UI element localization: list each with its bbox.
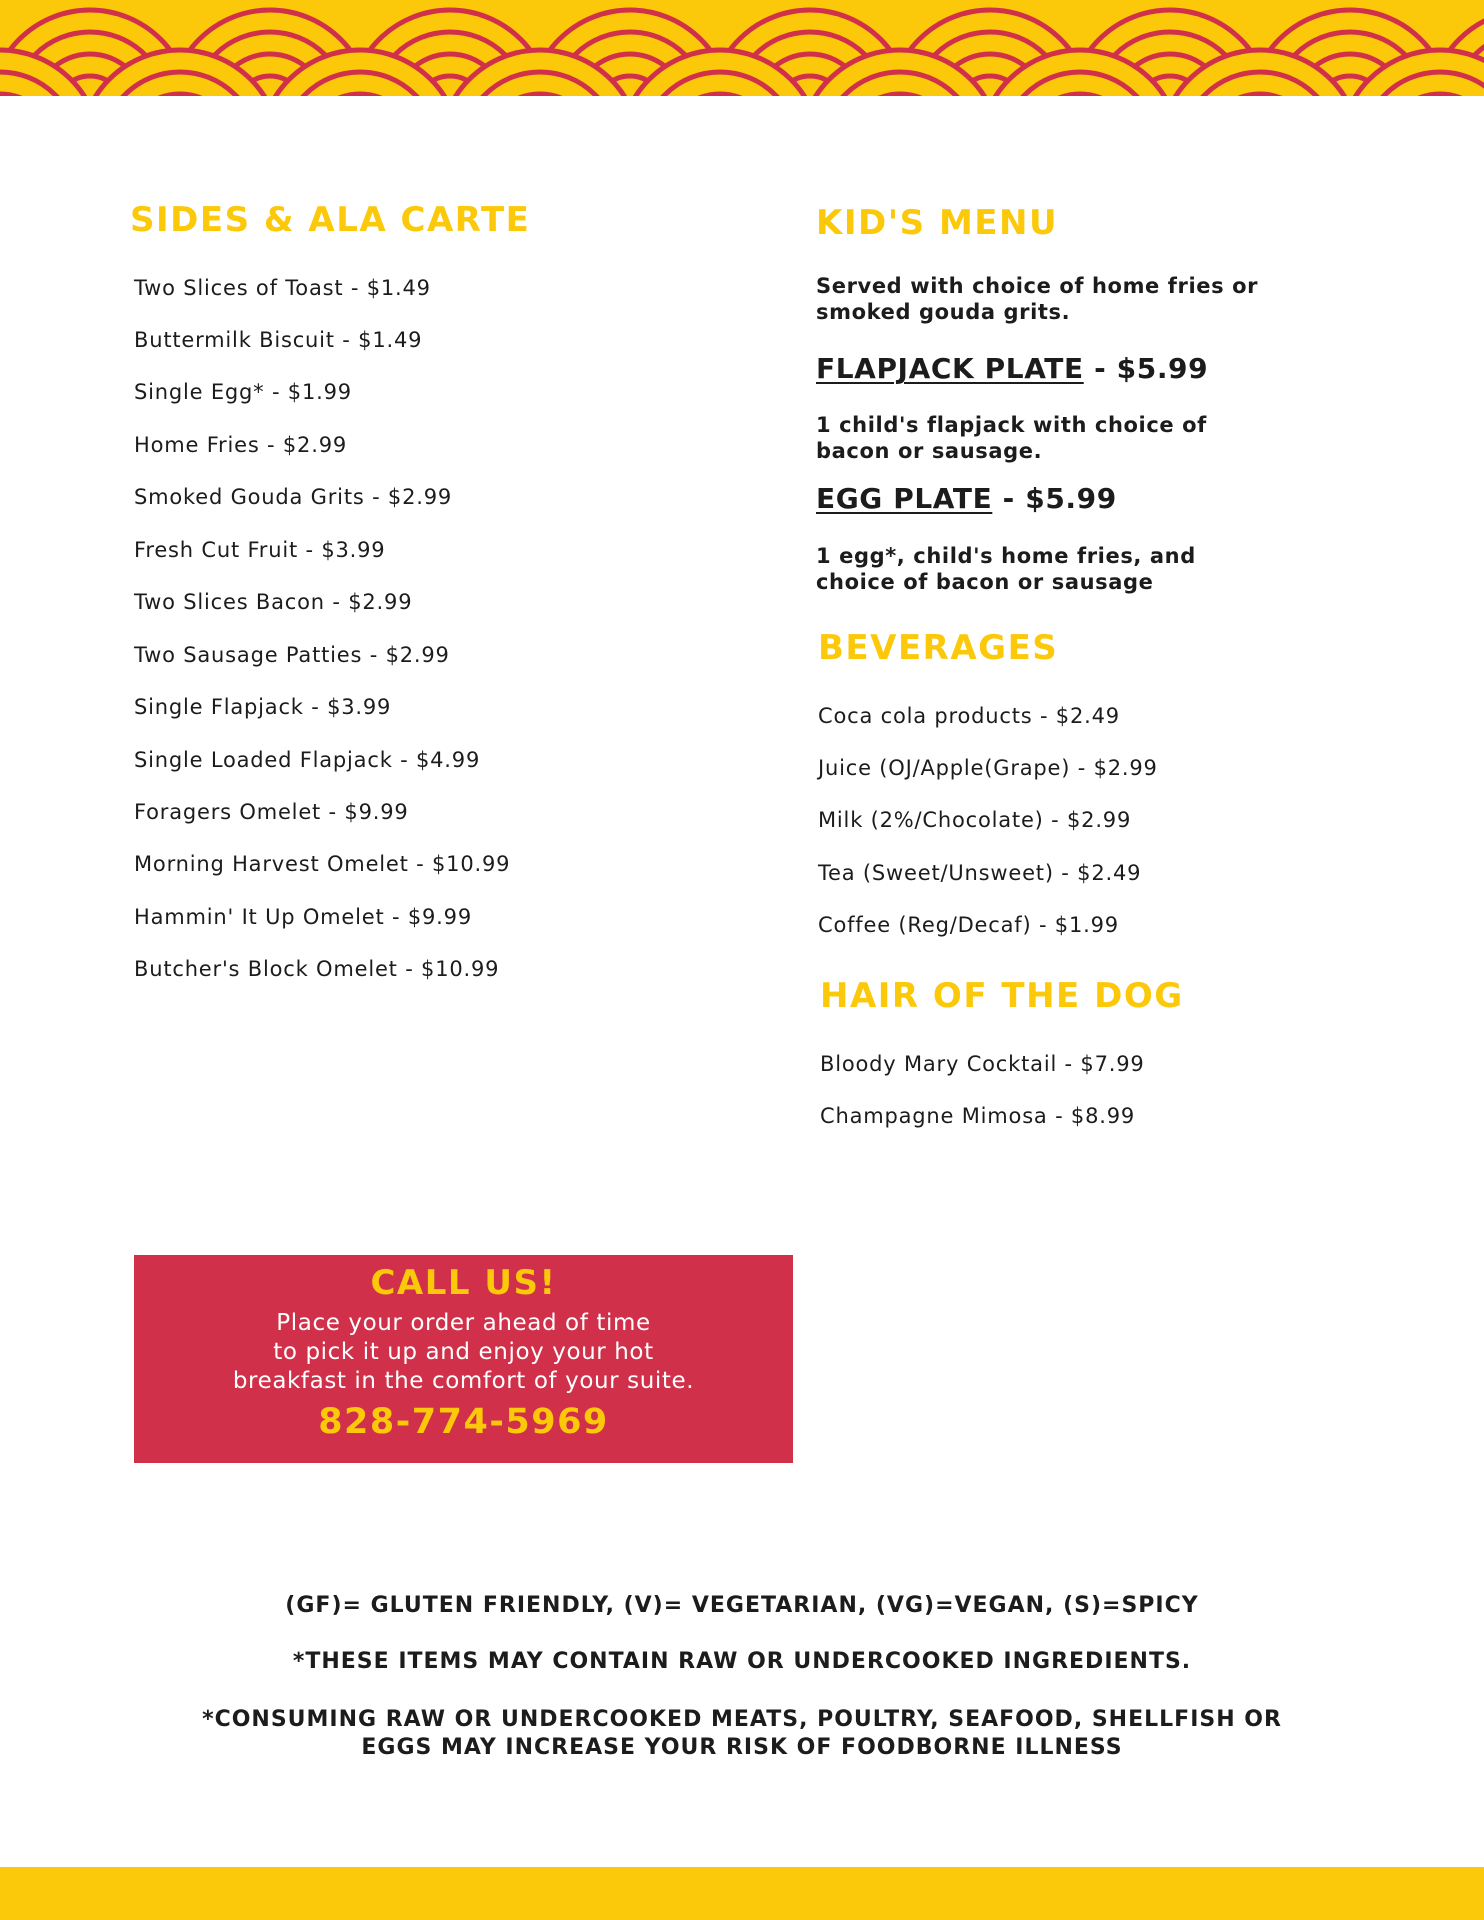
menu-item: Champagne Mimosa - $8.99: [820, 1104, 1136, 1128]
sides-heading: SIDES & ALA CARTE: [130, 200, 531, 240]
plate-price: - $5.99: [1083, 352, 1209, 385]
kids-menu-intro-line: Served with choice of home fries or: [816, 274, 1259, 298]
call-us-message-line: breakfast in the comfort of your suite.: [232, 1368, 695, 1394]
kids-menu-intro-line: smoked gouda grits.: [816, 300, 1071, 324]
menu-item: Foragers Omelet - $9.99: [134, 800, 409, 824]
flapjack-plate-description: [816, 412, 1207, 464]
menu-item: Buttermilk Biscuit - $1.49: [134, 328, 423, 352]
menu-item: Coca cola products - $2.49: [818, 704, 1120, 728]
kids-menu-intro: [816, 273, 1258, 325]
call-us-message-line: to pick it up and enjoy your hot: [273, 1339, 654, 1365]
dietary-legend: (GF)= GLUTEN FRIENDLY, (V)= VEGETARIAN, (VG)=VEGAN, (S)=SPICY: [285, 1593, 1199, 1618]
bottom-band: [0, 1867, 1484, 1920]
menu-item: Home Fries - $2.99: [134, 433, 348, 457]
menu-item: Fresh Cut Fruit - $3.99: [134, 538, 386, 562]
call-us-box: [134, 1255, 793, 1463]
call-us-title: CALL US!: [370, 1263, 557, 1303]
call-us-message: [134, 1309, 793, 1396]
flapjack-plate-title: [816, 352, 1208, 385]
plate-description-line: choice of bacon or sausage: [816, 570, 1154, 594]
menu-item: Two Slices of Toast - $1.49: [134, 276, 431, 300]
plate-description-line: 1 child's flapjack with choice of: [816, 413, 1207, 437]
menu-item: Single Flapjack - $3.99: [134, 695, 392, 719]
menu-item: Milk (2%/Chocolate) - $2.99: [818, 808, 1132, 832]
plate-description-line: 1 egg*, child's home fries, and: [816, 544, 1196, 568]
plate-description-line: bacon or sausage.: [816, 439, 1043, 463]
menu-item: Single Loaded Flapjack - $4.99: [134, 748, 481, 772]
menu-item: Morning Harvest Omelet - $10.99: [134, 852, 511, 876]
egg-plate-title: [816, 482, 1117, 515]
menu-item: Two Sausage Patties - $2.99: [134, 643, 450, 667]
plate-price: - $5.99: [992, 482, 1117, 515]
menu-item: Juice (OJ/Apple(Grape) - $2.99: [818, 756, 1158, 780]
kids-menu-heading: KID'S MENU: [816, 203, 1059, 243]
menu-item: Two Slices Bacon - $2.99: [134, 590, 413, 614]
menu-item: Single Egg* - $1.99: [134, 380, 352, 404]
raw-items-notice: *THESE ITEMS MAY CONTAIN RAW OR UNDERCOOKED INGREDIENTS.: [292, 1649, 1192, 1674]
beverages-heading: BEVERAGES: [818, 628, 1059, 668]
phone-number[interactable]: 828-774-5969: [318, 1402, 609, 1442]
menu-item: Butcher's Block Omelet - $10.99: [134, 957, 500, 981]
menu-item: Bloody Mary Cocktail - $7.99: [820, 1052, 1145, 1076]
hair-of-the-dog-heading: HAIR OF THE DOG: [820, 976, 1184, 1016]
plate-name: EGG PLATE: [816, 482, 993, 515]
menu-item: Hammin' It Up Omelet - $9.99: [134, 905, 472, 929]
top-wave-pattern: [0, 0, 1484, 96]
menu-item: Smoked Gouda Grits - $2.99: [134, 485, 453, 509]
call-us-message-line: Place your order ahead of time: [276, 1310, 651, 1336]
foodborne-illness-warning: [0, 1706, 1484, 1762]
menu-item: Tea (Sweet/Unsweet) - $2.49: [818, 861, 1142, 885]
egg-plate-description: [816, 543, 1196, 595]
warning-line: EGGS MAY INCREASE YOUR RISK OF FOODBORNE ILLNESS: [361, 1735, 1123, 1760]
menu-item: Coffee (Reg/Decaf) - $1.99: [818, 913, 1119, 937]
warning-line: *CONSUMING RAW OR UNDERCOOKED MEATS, POULTRY, SEAFOOD, SHELLFISH OR: [202, 1707, 1282, 1732]
plate-name: FLAPJACK PLATE: [816, 352, 1084, 385]
